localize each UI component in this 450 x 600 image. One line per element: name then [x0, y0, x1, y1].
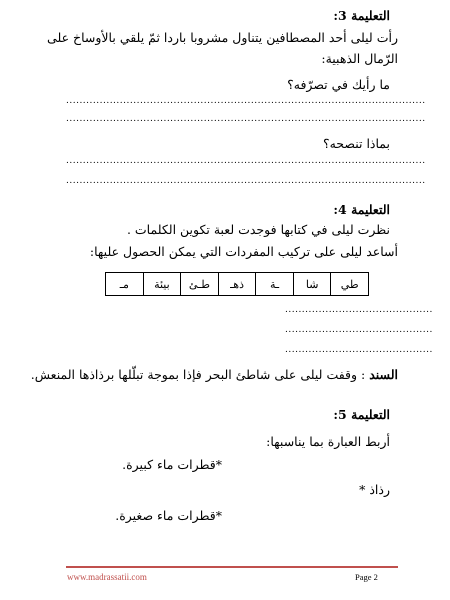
- page-number: Page 2: [355, 572, 378, 582]
- support-label: السند: [369, 367, 398, 382]
- match-item-left: رذاذ *: [359, 482, 390, 497]
- task5-instruction: أربط العبارة بما يناسبها:: [266, 434, 390, 449]
- task4-heading: التعليمة 4:: [333, 202, 390, 217]
- footer-url[interactable]: www.madrassatii.com: [67, 572, 147, 582]
- task5-heading: التعليمة 5:: [333, 407, 390, 422]
- answer-dotted-line: ............................................: [285, 345, 433, 355]
- answer-dotted-line: ...........................................................................................................: [66, 156, 426, 166]
- syllable-cell: بيئة: [143, 273, 181, 296]
- syllable-cell: طي: [331, 273, 369, 296]
- syllable-table: [105, 272, 369, 296]
- answer-dotted-line: ...........................................................................................................: [66, 96, 426, 106]
- task3-question2: بماذا تنصحه؟: [322, 136, 390, 151]
- answer-dotted-line: ...........................................................................................................: [66, 114, 426, 124]
- syllable-cell: طـئ: [181, 273, 219, 296]
- match-item-right: *قطرات ماء كبيرة.: [122, 457, 222, 472]
- answer-dotted-line: ...........................................................................................................: [66, 176, 426, 186]
- footer-divider: [66, 566, 398, 568]
- task4-line2: أساعد ليلى على تركيب المفردات التي يمكن الحصول عليها:: [89, 244, 398, 259]
- syllable-cell: مـ: [106, 273, 144, 296]
- syllable-cell: ذهـ: [218, 273, 256, 296]
- answer-dotted-line: ............................................: [285, 325, 433, 335]
- task3-line2: الرّمال الذهبية:: [321, 51, 398, 66]
- task3-heading: التعليمة 3:: [333, 8, 390, 23]
- task3-question1: ما رأيك في تصرّفه؟: [287, 77, 390, 92]
- task3-line1: رأت ليلى أحد المصطافين يتناول مشروبا باردا ثمّ يلقي بالأوساخ على: [47, 30, 398, 45]
- match-item-right: *قطرات ماء صغيرة.: [115, 508, 222, 523]
- syllable-cell: ـة: [256, 273, 294, 296]
- answer-dotted-line: ............................................: [285, 305, 433, 315]
- support-text: : وقفت ليلى على شاطئ البحر فإذا بموجة تبلّلها برذاذها المنعش.: [30, 367, 370, 382]
- syllable-cell: شا: [293, 273, 331, 296]
- support-paragraph: [31, 367, 398, 382]
- task4-line1: نظرت ليلى في كتابها فوجدت لعبة تكوين الكلمات .: [126, 222, 390, 237]
